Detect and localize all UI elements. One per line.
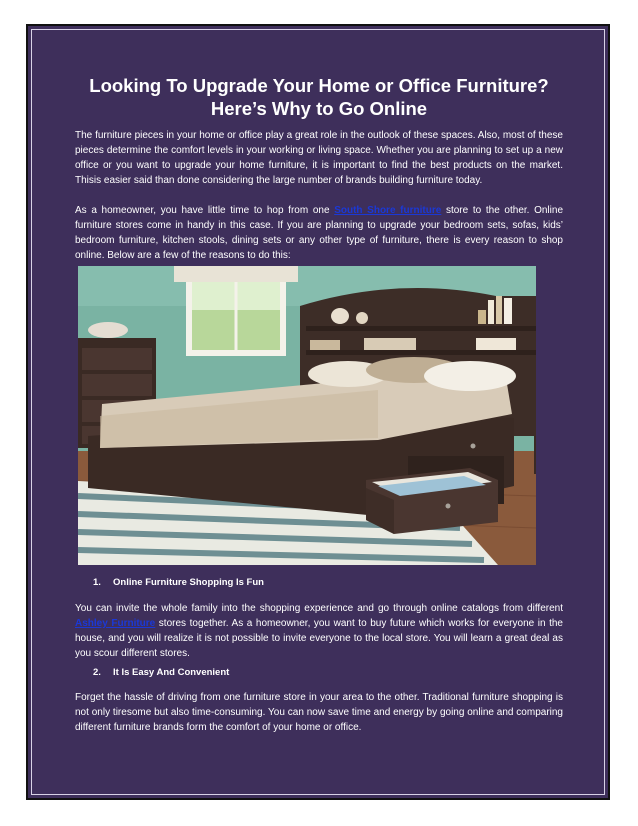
section-1-paragraph [75,601,563,661]
document-title [60,74,578,120]
south-shore-furniture-link[interactable]: South Shore furniture [334,205,442,216]
para2-text-after: store to the other. Online furniture stores come in handy in this case. If you are planning to upgrade your bedroom sets, sofas, kids’ bedroom furniture, kitchen stools, dining sets or any other type of furniture, there is every reason to shop online. Below are a few of the reasons to do this: [75,205,564,261]
intro-paragraph: The furniture pieces in your home or office play a great role in the outlook of these spaces. Also, most of these pieces determine the comfort levels in your working or living space. Whether you are planning to set up a new office or you want to upgrade your home furniture, it is important to find the best products on the market. Thisis easier said than done considering the large number of brands building furniture today. [75,130,563,186]
para2-text-before: As a homeowner, you have little time to hop from one [75,205,335,216]
section-1-number: 1. [93,577,101,588]
section-2-number: 2. [93,667,101,678]
ashley-furniture-link[interactable]: Ashley Furniture [75,618,156,629]
title-line-1: Looking To Upgrade Your Home or Office Furniture? [89,75,549,96]
section-1-title: Online Furniture Shopping Is Fun [113,577,264,588]
bedroom-photo [78,266,536,565]
section-2-paragraph: Forget the hassle of driving from one furniture store in your area to the other. Traditional furniture shopping is not only tiresome but also time-consuming. You can now save time and energy by going online and comparing different furniture brands form the comfort of your home or office. [75,692,563,733]
title-line-2: Here’s Why to Go Online [210,98,428,119]
section-1-heading [93,576,264,589]
section-2-title: It Is Easy And Convenient [113,667,230,678]
section1-text-after: stores together. As a homeowner, you want to buy future which works for everyone in the house, and you will realize it is not possible to invite everyone to the local store. You will learn a great deal as you scour different stores. [75,618,563,659]
section1-text-before: You can invite the whole family into the shopping experience and go through online catalogs from different [75,603,563,614]
second-paragraph [75,203,563,263]
section-2-heading [93,666,229,679]
